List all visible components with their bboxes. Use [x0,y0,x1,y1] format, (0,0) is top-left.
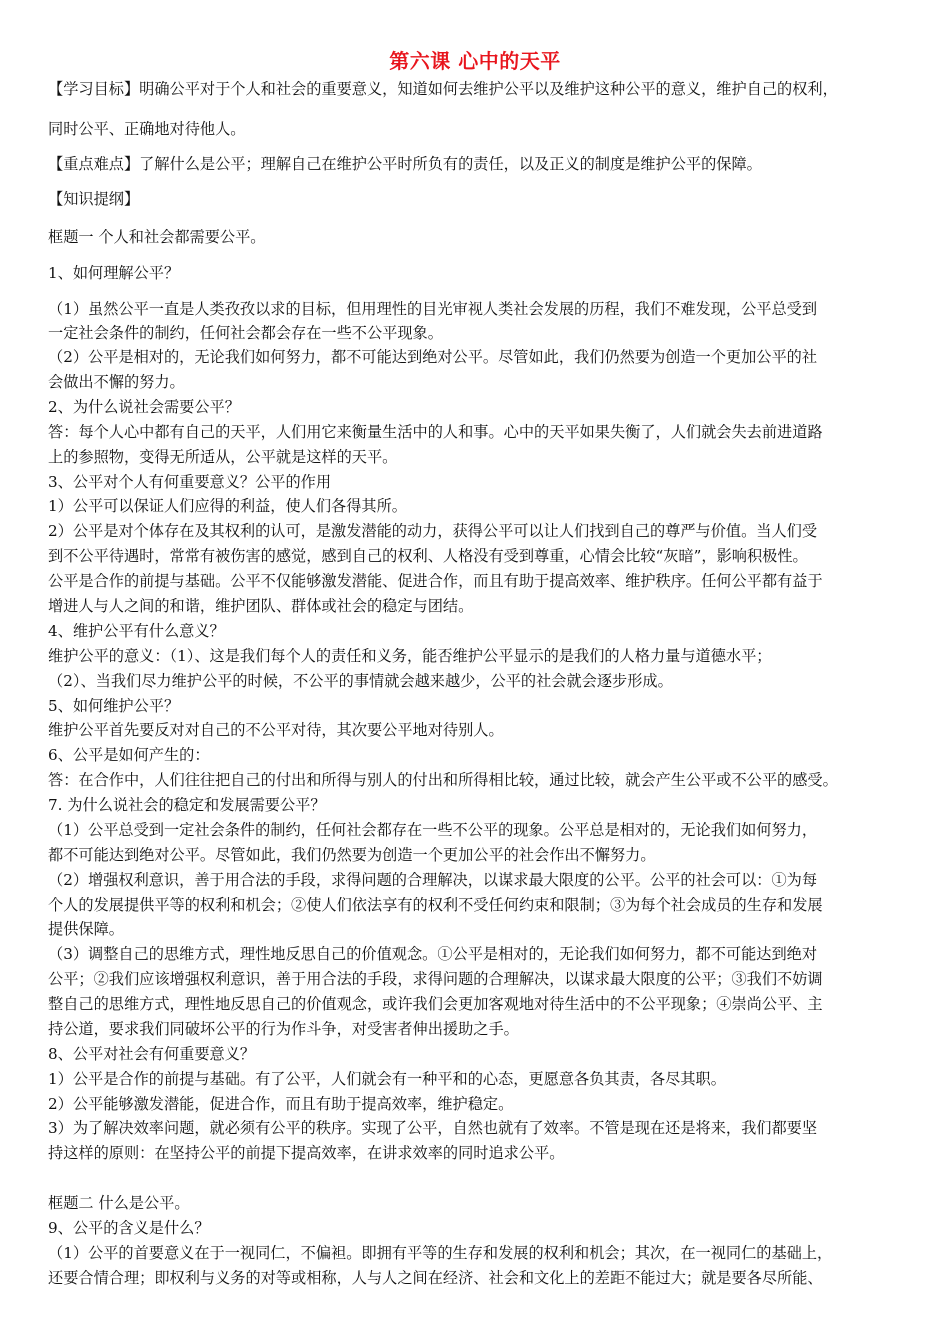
text-line: （1）公平总受到一定社会条件的制约，任何社会都存在一些不公平的现象。公平总是相对的，无论我们如何努力， [48,821,818,839]
text-line: 2）公平是对个体存在及其权利的认可，是激发潜能的动力，获得公平可以让人们找到自己的尊严与价值。当人们受 [48,522,818,540]
text-line: 一定社会条件的制约，任何社会都会存在一些不公平现象。 [48,324,443,342]
text-line: （3）调整自己的思维方式，理性地反思自己的价值观念。①公平是相对的，无论我们如何努力，都不可能达到绝对 [48,945,818,963]
text-line: 答：在合作中，人们往往把自己的付出和所得与别人的付出和所得相比较，通过比较，就会产生公平或不公平的感受。 [48,771,838,789]
text-line: 公平；②我们应该增强权利意识，善于用合法的手段，求得问题的合理解决，以谋求最大限度的公平；③我们不妨调 [48,970,823,988]
text-line: 2、为什么说社会需要公平？ [48,398,240,416]
text-line: 框题二 什么是公平。 [48,1194,190,1212]
text-line: 1）公平可以保证人们应得的利益，使人们各得其所。 [48,497,407,515]
text-line: 6、公平是如何产生的： [48,746,210,764]
text-line: （1）虽然公平一直是人类孜孜以求的目标，但用理性的目光审视人类社会发展的历程，我们不难发现，公平总受到 [48,300,818,318]
text-line: 7. 为什么说社会的稳定和发展需要公平？ [48,796,326,814]
text-line: （2）公平是相对的，无论我们如何努力，都不可能达到绝对公平。尽管如此，我们仍然要为创造一个更加公平的社 [48,348,818,366]
text-line: 会做出不懈的努力。 [48,373,185,391]
text-line: 维护公平首先要反对对自己的不公平对待，其次要公平地对待别人。 [48,721,504,739]
text-line: 【学习目标】明确公平对于个人和社会的重要意义，知道如何去维护公平以及维护这种公平的意义，维护自己的权利， [48,80,838,98]
text-line: 还要合情合理；即权利与义务的对等或相称，人与人之间在经济、社会和文化上的差距不能过大；就是要各尽所能、 [48,1269,823,1287]
text-line: （2）增强权利意识，善于用合法的手段，求得问题的合理解决，以谋求最大限度的公平。公平的社会可以：①为每 [48,871,818,889]
text-line: 个人的发展提供平等的权利和机会；②使人们依法享有的权利不受任何约束和限制；③为每个社会成员的生存和发展 [48,896,823,914]
text-line: 【重点难点】了解什么是公平；理解自己在维护公平时所负有的责任，以及正义的制度是维护公平的保障。 [48,155,762,173]
text-line: 到不公平待遇时，常常有被伤害的感觉，感到自己的权利、人格没有受到尊重，心情会比较“灰暗”，影响积极性。 [48,547,808,565]
text-line: 8、公平对社会有何重要意义？ [48,1045,256,1063]
text-line: （1）公平的首要意义在于一视同仁，不偏袒。即拥有平等的生存和发展的权利和机会；其次，在一视同仁的基础上， [48,1244,833,1262]
text-line: 维护公平的意义：（1）、这是我们每个人的责任和义务，能否维护公平显示的是我们的人格力量与道德水平； [48,647,772,665]
text-line: 5、如何维护公平？ [48,697,180,715]
text-line: 1）公平是合作的前提与基础。有了公平，人们就会有一种平和的心态，更愿意各负其责，各尽其职。 [48,1070,726,1088]
text-line: （2）、当我们尽力维护公平的时候，不公平的事情就会越来越少，公平的社会就会逐步形成。 [48,672,673,690]
text-line: 增进人与人之间的和谐，维护团队、群体或社会的稳定与团结。 [48,597,474,615]
text-line: 框题一 个人和社会都需要公平。 [48,228,266,246]
text-line: 3、公平对个人有何重要意义？公平的作用 [48,473,332,491]
text-line: 【知识提纲】 [48,190,140,208]
text-line: 整自己的思维方式，理性地反思自己的价值观念，或许我们会更加客观地对待生活中的不公平现象；④崇尚公平、主 [48,995,823,1013]
text-line: 公平是合作的前提与基础。公平不仅能够激发潜能、促进合作，而且有助于提高效率、维护秩序。任何公平都有益于 [48,572,823,590]
text-line: 持公道，要求我们同破坏公平的行为作斗争，对受害者伸出援助之手。 [48,1020,519,1038]
text-line: 答：每个人心中都有自己的天平，人们用它来衡量生活中的人和事。心中的天平如果失衡了，人们就会失去前进道路 [48,423,823,441]
text-line: 2）公平能够激发潜能，促进合作，而且有助于提高效率，维护稳定。 [48,1095,514,1113]
text-line: 3）为了解决效率问题，就必须有公平的秩序。实现了公平，自然也就有了效率。不管是现在还是将来，我们都要坚 [48,1119,818,1137]
text-line: 4、维护公平有什么意义？ [48,622,225,640]
text-line: 持这样的原则：在坚持公平的前提下提高效率，在讲求效率的同时追求公平。 [48,1144,565,1162]
text-line: 9、公平的含义是什么？ [48,1219,210,1237]
text-line: 提供保障。 [48,920,124,938]
text-line: 1、如何理解公平？ [48,264,180,282]
text-line: 同时公平、正确地对待他人。 [48,120,246,138]
text-line: 上的参照物，变得无所适从，公平就是这样的天平。 [48,448,398,466]
text-line: 都不可能达到绝对公平。尽管如此，我们仍然要为创造一个更加公平的社会作出不懈努力。 [48,846,656,864]
lesson-title: 第六课 心中的天平 [389,49,561,73]
